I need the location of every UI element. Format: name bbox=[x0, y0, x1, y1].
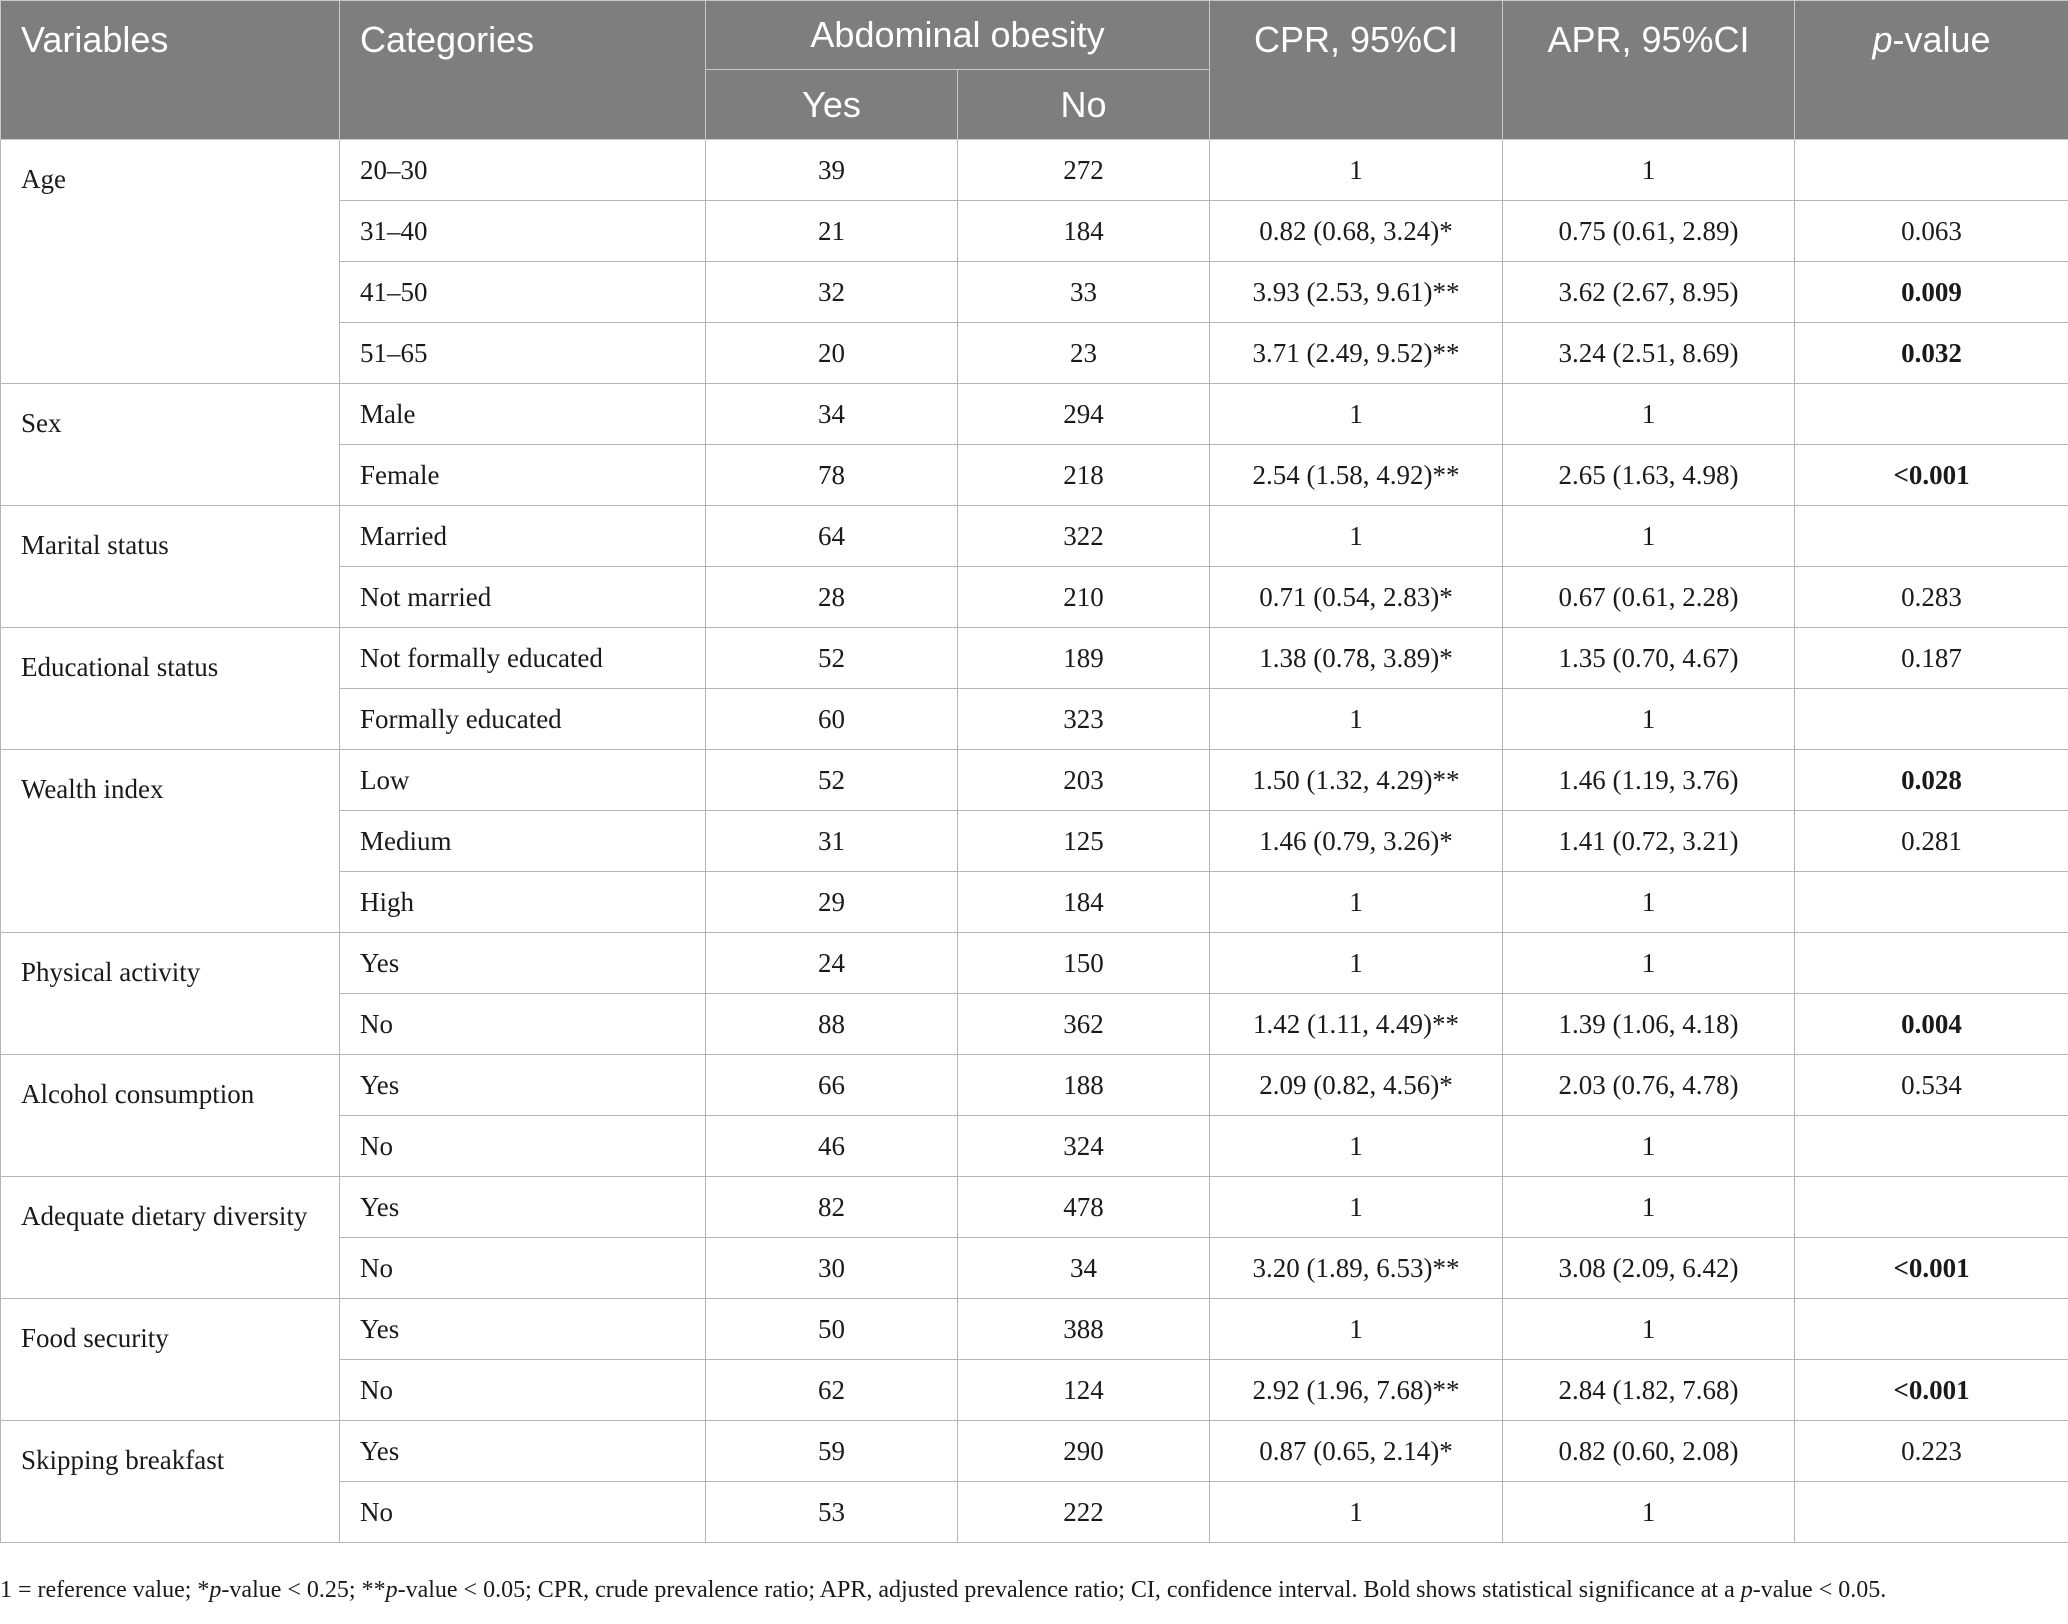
cell-category: Yes bbox=[340, 1421, 706, 1482]
cell-category: Yes bbox=[340, 1299, 706, 1360]
cell-no-count: 294 bbox=[958, 384, 1210, 445]
cell-p-value bbox=[1795, 506, 2068, 567]
cell-p-value: <0.001 bbox=[1795, 1360, 2068, 1421]
cell-no-count: 478 bbox=[958, 1177, 1210, 1238]
cell-cpr: 1 bbox=[1210, 689, 1503, 750]
footnote-text-1: 1 = reference value; * bbox=[0, 1577, 210, 1603]
cell-category: Not married bbox=[340, 567, 706, 628]
cell-p-value bbox=[1795, 1177, 2068, 1238]
cell-yes-count: 34 bbox=[706, 384, 958, 445]
header-p-rest: -value bbox=[1892, 19, 1991, 60]
cell-apr: 1 bbox=[1503, 1299, 1795, 1360]
cell-p-value bbox=[1795, 872, 2068, 933]
cell-apr: 2.65 (1.63, 4.98) bbox=[1503, 445, 1795, 506]
cell-no-count: 23 bbox=[958, 323, 1210, 384]
cell-cpr: 0.87 (0.65, 2.14)* bbox=[1210, 1421, 1503, 1482]
cell-cpr: 0.71 (0.54, 2.83)* bbox=[1210, 567, 1503, 628]
cell-yes-count: 30 bbox=[706, 1238, 958, 1299]
header-yes: Yes bbox=[706, 70, 958, 140]
table-row bbox=[1, 384, 2068, 445]
cell-yes-count: 59 bbox=[706, 1421, 958, 1482]
cell-yes-count: 24 bbox=[706, 933, 958, 994]
cell-variable: Age bbox=[1, 140, 340, 384]
cell-cpr: 3.93 (2.53, 9.61)** bbox=[1210, 262, 1503, 323]
table-row bbox=[1, 1055, 2068, 1116]
cell-yes-count: 50 bbox=[706, 1299, 958, 1360]
cell-yes-count: 78 bbox=[706, 445, 958, 506]
cell-no-count: 218 bbox=[958, 445, 1210, 506]
cell-category: Yes bbox=[340, 1177, 706, 1238]
header-no: No bbox=[958, 70, 1210, 140]
footnote-p-3: p bbox=[1740, 1577, 1753, 1603]
cell-p-value bbox=[1795, 1116, 2068, 1177]
cell-yes-count: 28 bbox=[706, 567, 958, 628]
cell-p-value: 0.281 bbox=[1795, 811, 2068, 872]
cell-p-value: 0.028 bbox=[1795, 750, 2068, 811]
cell-no-count: 362 bbox=[958, 994, 1210, 1055]
cell-category: 51–65 bbox=[340, 323, 706, 384]
cell-variable: Alcohol consumption bbox=[1, 1055, 340, 1177]
footnote-text-4: -value < 0.05. bbox=[1752, 1577, 1887, 1603]
cell-category: No bbox=[340, 994, 706, 1055]
header-p-italic: p bbox=[1872, 19, 1893, 60]
cell-p-value: 0.032 bbox=[1795, 323, 2068, 384]
cell-cpr: 2.92 (1.96, 7.68)** bbox=[1210, 1360, 1503, 1421]
cell-yes-count: 32 bbox=[706, 262, 958, 323]
cell-p-value: 0.009 bbox=[1795, 262, 2068, 323]
cell-cpr: 1.38 (0.78, 3.89)* bbox=[1210, 628, 1503, 689]
cell-apr: 0.67 (0.61, 2.28) bbox=[1503, 567, 1795, 628]
cell-p-value bbox=[1795, 1482, 2068, 1543]
header-apr: APR, 95%CI bbox=[1503, 1, 1795, 140]
cell-variable: Adequate dietary diversity bbox=[1, 1177, 340, 1299]
cell-p-value: 0.004 bbox=[1795, 994, 2068, 1055]
footnote-p-2: p bbox=[385, 1577, 398, 1603]
cell-p-value: 0.063 bbox=[1795, 201, 2068, 262]
table-row bbox=[1, 628, 2068, 689]
cell-apr: 1 bbox=[1503, 506, 1795, 567]
cell-no-count: 290 bbox=[958, 1421, 1210, 1482]
cell-p-value: <0.001 bbox=[1795, 445, 2068, 506]
cell-no-count: 150 bbox=[958, 933, 1210, 994]
cell-category: No bbox=[340, 1238, 706, 1299]
cell-p-value bbox=[1795, 384, 2068, 445]
cell-apr: 1.35 (0.70, 4.67) bbox=[1503, 628, 1795, 689]
cell-cpr: 1 bbox=[1210, 1177, 1503, 1238]
cell-no-count: 323 bbox=[958, 689, 1210, 750]
cell-yes-count: 88 bbox=[706, 994, 958, 1055]
cell-p-value: 0.187 bbox=[1795, 628, 2068, 689]
cell-yes-count: 64 bbox=[706, 506, 958, 567]
cell-category: Married bbox=[340, 506, 706, 567]
cell-yes-count: 31 bbox=[706, 811, 958, 872]
cell-no-count: 322 bbox=[958, 506, 1210, 567]
cell-cpr: 1 bbox=[1210, 933, 1503, 994]
cell-apr: 3.62 (2.67, 8.95) bbox=[1503, 262, 1795, 323]
cell-no-count: 222 bbox=[958, 1482, 1210, 1543]
cell-yes-count: 82 bbox=[706, 1177, 958, 1238]
cell-category: No bbox=[340, 1116, 706, 1177]
cell-p-value bbox=[1795, 689, 2068, 750]
cell-cpr: 1.42 (1.11, 4.49)** bbox=[1210, 994, 1503, 1055]
cell-cpr: 1 bbox=[1210, 1482, 1503, 1543]
cell-apr: 1 bbox=[1503, 140, 1795, 201]
cell-cpr: 3.20 (1.89, 6.53)** bbox=[1210, 1238, 1503, 1299]
cell-cpr: 1 bbox=[1210, 872, 1503, 933]
cell-cpr: 1.46 (0.79, 3.26)* bbox=[1210, 811, 1503, 872]
cell-category: Medium bbox=[340, 811, 706, 872]
header-abdominal-obesity: Abdominal obesity bbox=[706, 1, 1210, 70]
cell-category: No bbox=[340, 1482, 706, 1543]
table-header bbox=[1, 1, 2068, 140]
cell-cpr: 2.09 (0.82, 4.56)* bbox=[1210, 1055, 1503, 1116]
cell-category: Male bbox=[340, 384, 706, 445]
table-row bbox=[1, 1421, 2068, 1482]
cell-apr: 0.82 (0.60, 2.08) bbox=[1503, 1421, 1795, 1482]
cell-no-count: 188 bbox=[958, 1055, 1210, 1116]
cell-yes-count: 52 bbox=[706, 628, 958, 689]
cell-apr: 1 bbox=[1503, 872, 1795, 933]
cell-apr: 3.08 (2.09, 6.42) bbox=[1503, 1238, 1795, 1299]
cell-category: Not formally educated bbox=[340, 628, 706, 689]
cell-variable: Sex bbox=[1, 384, 340, 506]
cell-yes-count: 46 bbox=[706, 1116, 958, 1177]
cell-no-count: 189 bbox=[958, 628, 1210, 689]
cell-cpr: 1.50 (1.32, 4.29)** bbox=[1210, 750, 1503, 811]
cell-no-count: 210 bbox=[958, 567, 1210, 628]
table-row bbox=[1, 506, 2068, 567]
cell-category: Yes bbox=[340, 933, 706, 994]
cell-p-value bbox=[1795, 1299, 2068, 1360]
cell-cpr: 1 bbox=[1210, 1116, 1503, 1177]
cell-p-value: <0.001 bbox=[1795, 1238, 2068, 1299]
cell-category: 31–40 bbox=[340, 201, 706, 262]
cell-variable: Skipping breakfast bbox=[1, 1421, 340, 1543]
cell-category: High bbox=[340, 872, 706, 933]
cell-p-value bbox=[1795, 933, 2068, 994]
cell-no-count: 184 bbox=[958, 201, 1210, 262]
cell-yes-count: 52 bbox=[706, 750, 958, 811]
table-row bbox=[1, 1177, 2068, 1238]
cell-apr: 1 bbox=[1503, 1177, 1795, 1238]
table-footnote bbox=[0, 1577, 2068, 1604]
cell-variable: Food security bbox=[1, 1299, 340, 1421]
cell-p-value: 0.283 bbox=[1795, 567, 2068, 628]
cell-apr: 1 bbox=[1503, 689, 1795, 750]
cell-no-count: 184 bbox=[958, 872, 1210, 933]
cell-category: Yes bbox=[340, 1055, 706, 1116]
footnote-text-3: -value < 0.05; CPR, crude prevalence ratio; APR, adjusted prevalence ratio; CI, confidence interval. Bold shows statistical significance at a bbox=[397, 1577, 1741, 1603]
cell-apr: 0.75 (0.61, 2.89) bbox=[1503, 201, 1795, 262]
cell-yes-count: 62 bbox=[706, 1360, 958, 1421]
table-body bbox=[1, 140, 2068, 1543]
cell-yes-count: 21 bbox=[706, 201, 958, 262]
cell-no-count: 272 bbox=[958, 140, 1210, 201]
cell-variable: Educational status bbox=[1, 628, 340, 750]
cell-apr: 1 bbox=[1503, 1116, 1795, 1177]
cell-apr: 1 bbox=[1503, 933, 1795, 994]
cell-cpr: 3.71 (2.49, 9.52)** bbox=[1210, 323, 1503, 384]
cell-category: No bbox=[340, 1360, 706, 1421]
cell-cpr: 1 bbox=[1210, 506, 1503, 567]
cell-apr: 1.46 (1.19, 3.76) bbox=[1503, 750, 1795, 811]
cell-cpr: 2.54 (1.58, 4.92)** bbox=[1210, 445, 1503, 506]
cell-cpr: 1 bbox=[1210, 1299, 1503, 1360]
cell-cpr: 0.82 (0.68, 3.24)* bbox=[1210, 201, 1503, 262]
cell-no-count: 203 bbox=[958, 750, 1210, 811]
cell-no-count: 324 bbox=[958, 1116, 1210, 1177]
header-categories: Categories bbox=[340, 1, 706, 140]
cell-no-count: 125 bbox=[958, 811, 1210, 872]
cell-yes-count: 39 bbox=[706, 140, 958, 201]
cell-yes-count: 20 bbox=[706, 323, 958, 384]
table-row bbox=[1, 140, 2068, 201]
cell-p-value: 0.534 bbox=[1795, 1055, 2068, 1116]
cell-apr: 1 bbox=[1503, 1482, 1795, 1543]
cell-category: Formally educated bbox=[340, 689, 706, 750]
cell-cpr: 1 bbox=[1210, 140, 1503, 201]
cell-category: 20–30 bbox=[340, 140, 706, 201]
cell-apr: 1 bbox=[1503, 384, 1795, 445]
cell-cpr: 1 bbox=[1210, 384, 1503, 445]
cell-no-count: 124 bbox=[958, 1360, 1210, 1421]
footnote-p-1: p bbox=[209, 1577, 222, 1603]
cell-apr: 1.39 (1.06, 4.18) bbox=[1503, 994, 1795, 1055]
cell-category: Female bbox=[340, 445, 706, 506]
header-cpr: CPR, 95%CI bbox=[1210, 1, 1503, 140]
header-p-value bbox=[1795, 1, 2068, 140]
header-variables: Variables bbox=[1, 1, 340, 140]
cell-category: Low bbox=[340, 750, 706, 811]
cell-apr: 3.24 (2.51, 8.69) bbox=[1503, 323, 1795, 384]
cell-apr: 1.41 (0.72, 3.21) bbox=[1503, 811, 1795, 872]
footnote-text-2: -value < 0.25; ** bbox=[221, 1577, 386, 1603]
cell-no-count: 33 bbox=[958, 262, 1210, 323]
cell-no-count: 388 bbox=[958, 1299, 1210, 1360]
cell-no-count: 34 bbox=[958, 1238, 1210, 1299]
cell-variable: Marital status bbox=[1, 506, 340, 628]
cell-variable: Physical activity bbox=[1, 933, 340, 1055]
table-row bbox=[1, 933, 2068, 994]
cell-apr: 2.84 (1.82, 7.68) bbox=[1503, 1360, 1795, 1421]
cell-variable: Wealth index bbox=[1, 750, 340, 933]
cell-yes-count: 66 bbox=[706, 1055, 958, 1116]
cell-apr: 2.03 (0.76, 4.78) bbox=[1503, 1055, 1795, 1116]
table-row bbox=[1, 1299, 2068, 1360]
cell-yes-count: 29 bbox=[706, 872, 958, 933]
cell-yes-count: 53 bbox=[706, 1482, 958, 1543]
cell-category: 41–50 bbox=[340, 262, 706, 323]
cell-p-value: 0.223 bbox=[1795, 1421, 2068, 1482]
cell-yes-count: 60 bbox=[706, 689, 958, 750]
table-row bbox=[1, 750, 2068, 811]
cell-p-value bbox=[1795, 140, 2068, 201]
